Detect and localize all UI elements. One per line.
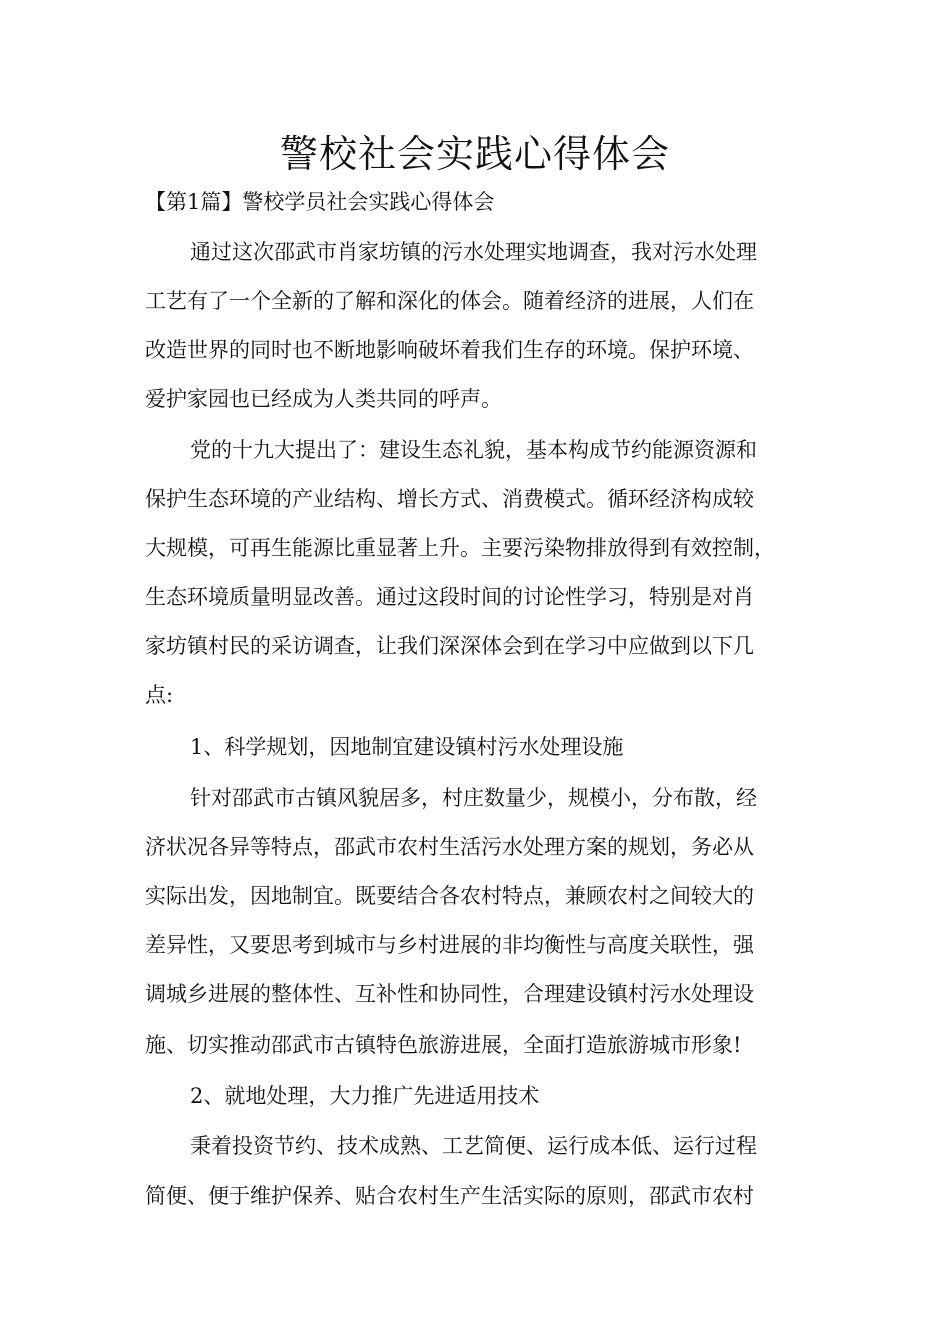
body-line: 爱护家园也已经成为人类共同的呼声。 [145, 387, 502, 411]
body-line: 施、切实推动邵武市古镇特色旅游进展，全面打造旅游城市形象! [145, 1033, 742, 1057]
body-line: 通过这次邵武市肖家坊镇的污水处理实地调查，我对污水处理 [190, 240, 757, 264]
body-line: 济状况各异等特点，邵武市农村生活污水处理方案的规划，务必从 [145, 835, 754, 859]
body-line: 改造世界的同时也不断地影响破坏着我们生存的环境。保护环境、 [145, 338, 754, 362]
document-title: 警校社会实践心得体会 [279, 132, 670, 176]
numbered-heading: 1、科学规划，因地制宜建设镇村污水处理设施 [190, 735, 624, 759]
body-line: 保护生态环境的产业结构、增长方式、消费模式。循环经济构成较 [145, 487, 754, 511]
body-line: 针对邵武市古镇风貌居多，村庄数量少，规模小，分布散，经 [190, 786, 757, 810]
numbered-heading: 2、就地处理，大力推广先进适用技术 [190, 1084, 540, 1108]
body-line: 大规模，可再生能源比重显著上升。主要污染物排放得到有效控制， [145, 536, 775, 560]
body-line: 工艺有了一个全新的了解和深化的体会。随着经济的进展，人们在 [145, 289, 754, 313]
body-line: 秉着投资节约、技术成熟、工艺简便、运行成本低、运行过程 [190, 1134, 757, 1158]
body-line: 生态环境质量明显改善。通过这段时间的讨论性学习，特别是对肖 [145, 585, 754, 609]
body-line: 党的十九大提出了：建设生态礼貌，基本构成节约能源资源和 [190, 438, 757, 462]
body-line: 差异性，又要思考到城市与乡村进展的非均衡性与高度关联性，强 [145, 933, 754, 957]
body-line: 点: [145, 683, 174, 707]
body-line: 实际出发，因地制宜。既要结合各农村特点，兼顾农村之间较大的 [145, 884, 754, 908]
section-heading: 【第1篇】警校学员社会实践心得体会 [145, 190, 495, 214]
body-line: 家坊镇村民的采访调查，让我们深深体会到在学习中应做到以下几 [145, 634, 754, 658]
body-line: 调城乡进展的整体性、互补性和协同性，合理建设镇村污水处理设 [145, 982, 754, 1006]
body-line: 简便、便于维护保养、贴合农村生产生活实际的原则，邵武市农村 [145, 1184, 754, 1208]
